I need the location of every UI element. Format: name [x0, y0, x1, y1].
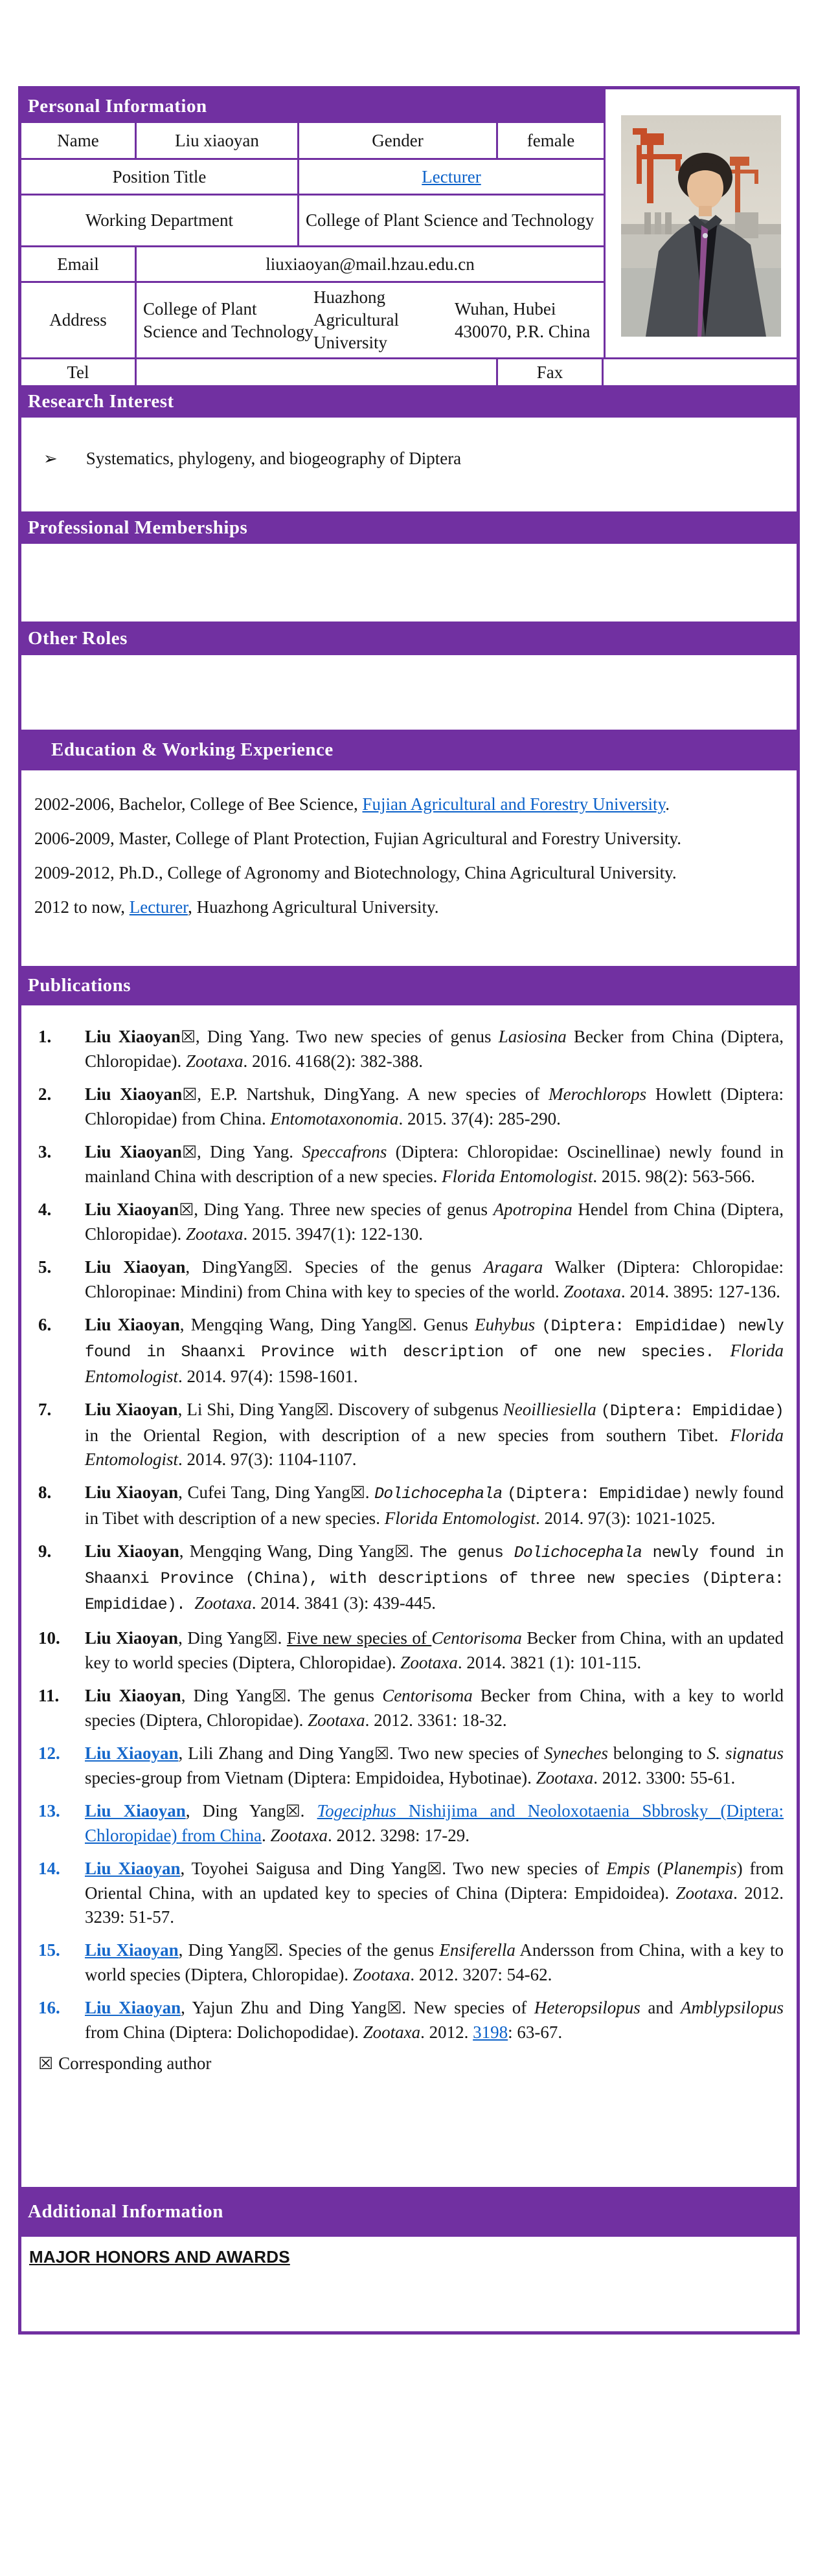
publication-number: 8.: [38, 1483, 52, 1502]
corresponding-author-icon: ☒: [313, 1400, 329, 1420]
profile-photo: [621, 115, 781, 337]
link[interactable]: Liu Xiaoyan: [85, 1801, 186, 1820]
section-header-professional-memberships: [21, 511, 797, 544]
link[interactable]: Liu Xiaoyan: [85, 1859, 181, 1878]
link[interactable]: Liu Xiaoyan: [85, 1940, 179, 1960]
link[interactable]: Liu Xiaoyan: [85, 1998, 181, 2017]
professional-memberships-box: [21, 544, 797, 622]
section-title: Research Interest: [28, 390, 174, 412]
publication-number: 3.: [38, 1142, 52, 1161]
section-title: Publications: [28, 975, 131, 996]
publication-number: 2.: [38, 1084, 52, 1104]
publication-text: Liu Xiaoyan☒, Ding Yang. Two new species of genus Lasiosina Becker from China (Diptera, Chloropidae). Zootaxa. 2016. 4168(2): 382-388.: [85, 1027, 784, 1071]
education-line: 2009-2012, Ph.D., College of Agronomy and Biotechnology, China Agricultural University.: [34, 863, 677, 882]
link[interactable]: 3198: [473, 2022, 508, 2042]
position-title-value: [299, 160, 604, 196]
section-header-other-roles: [21, 622, 797, 655]
tel-value: [137, 359, 498, 385]
education-line: 2006-2009, Master, College of Plant Protection, Fujian Agricultural and Forestry University.: [34, 829, 682, 848]
publication-text: Liu Xiaoyan, Toyohei Saigusa and Ding Yang☒. Two new species of Empis (Planempis) from Oriental China, with an updated key to species of China (Diptera: Empidoidea). Zootaxa. 2012. 3239: 51-57.: [85, 1859, 784, 1927]
corresponding-author-icon: ☒: [374, 1744, 389, 1764]
publication-text: Liu Xiaoyan, Lili Zhang and Ding Yang☒. Two new species of Syneches belonging to S. signatus species-group from Vietnam (Diptera: Empidoidea, Hybotinae). Zootaxa. 2012. 3300: 55-61.: [85, 1743, 784, 1787]
publication-item: [21, 1082, 797, 1131]
working-department-label: Working Department: [21, 196, 299, 247]
section-title: Education & Working Experience: [51, 739, 334, 760]
section-title: Other Roles: [28, 627, 128, 649]
publication-number: 1.: [38, 1027, 52, 1046]
working-department-value: College of Plant Science and Technology: [299, 196, 604, 247]
section-header-additional-information: [21, 2187, 797, 2237]
corresponding-author-icon: ☒: [182, 1085, 198, 1104]
section-header-publications: [21, 966, 797, 1005]
corresponding-author-icon: ☒: [180, 1027, 196, 1047]
corresponding-author-icon: ☒: [273, 1258, 288, 1277]
publication-text: Liu Xiaoyan, Mengqing Wang, Ding Yang☒. Genus Euhybus (Diptera: Empididae) newly found in Shaanxi Province with description of one new species. Florida Entomologist. 2014. 97(4): 1598-1601.: [85, 1315, 784, 1386]
gender-value: female: [498, 123, 604, 160]
address-label: Address: [21, 283, 137, 359]
publication-item: [21, 1255, 797, 1304]
corresponding-author-icon: ☒: [264, 1941, 279, 1960]
corresponding-author-icon: ☒: [285, 1802, 300, 1821]
publication-number: 5.: [38, 1257, 52, 1277]
gender-label: Gender: [299, 123, 498, 160]
section-title: Personal Information: [28, 95, 207, 117]
publication-number: 16.: [38, 1998, 60, 2017]
profile-table: [18, 86, 800, 2335]
publication-number: 14.: [38, 1859, 60, 1878]
publication-number: 13.: [38, 1801, 60, 1820]
publication-item: [21, 1313, 797, 1389]
publication-number: 9.: [38, 1541, 52, 1561]
publication-text: Liu Xiaoyan, Ding Yang☒. Species of the genus Ensiferella Andersson from China, with a key to world species (Diptera, Chloropidae). Zootaxa. 2012. 3207: 54-62.: [85, 1940, 784, 1984]
address-value: [137, 283, 604, 359]
section-header-education-working-experience: [21, 730, 797, 770]
link[interactable]: Nishijima and Neoloxotaenia Sbbrosky (Diptera: Chloropidae) from China: [85, 1801, 784, 1845]
publication-item: [21, 1025, 797, 1073]
publication-text: Liu Xiaoyan, DingYang☒. Species of the genus Aragara Walker (Diptera: Chloropidae: Chloropinae: Mindini) from China with key to species of the world. Zootaxa. 2014. 3895: 127-136.: [85, 1257, 784, 1301]
publication-text: Liu Xiaoyan, Ding Yang☒. Five new species of Centorisoma Becker from China, with an updated key to world species (Diptera, Chloropidae). Zootaxa. 2014. 3821 (1): 101-115.: [85, 1628, 784, 1672]
tel-fax-row: [21, 359, 797, 385]
publication-text: Liu Xiaoyan☒, Ding Yang. Three new species of genus Apotropina Hendel from China (Diptera, Chloropidae). Zootaxa. 2015. 3947(1): 122-130.: [85, 1200, 784, 1244]
section-header-personal-information: [21, 89, 604, 123]
publication-item: [21, 1684, 797, 1732]
address-line: Huazhong Agricultural University: [313, 287, 400, 352]
corresponding-author-icon: ☒: [38, 2054, 59, 2074]
link[interactable]: Fujian Agricultural and Forestry University: [362, 794, 666, 814]
position-title-link[interactable]: Lecturer: [422, 166, 481, 186]
publication-text: Liu Xiaoyan☒, E.P. Nartshuk, DingYang. A new species of Merochlorops Howlett (Diptera: Chloropidae) from China. Entomotaxonomia. 2015. 37(4): 285-290.: [85, 1084, 784, 1128]
corresponding-author-icon: ☒: [350, 1483, 365, 1503]
education-line: 2012 to now, Lecturer, Huazhong Agricultural University.: [34, 897, 439, 917]
position-title-label: Position Title: [21, 160, 299, 196]
personal-information-section: [21, 89, 797, 359]
publication-item: [21, 1140, 797, 1189]
tel-label: Tel: [21, 359, 137, 385]
publications-box: [21, 1005, 797, 2187]
publications-list: [21, 1025, 797, 2044]
publication-item: [21, 1481, 797, 1530]
publication-number: 12.: [38, 1743, 60, 1763]
fax-label: Fax: [498, 359, 604, 385]
publication-number: 4.: [38, 1200, 52, 1219]
publication-number: 6.: [38, 1315, 52, 1334]
section-title: Additional Information: [28, 2201, 223, 2222]
publication-item: [21, 1857, 797, 1929]
portrait-photo-art: [621, 115, 781, 337]
name-value: Liu xiaoyan: [137, 123, 299, 160]
publication-item: [21, 1799, 797, 1848]
email-value: liuxiaoyan@mail.hzau.edu.cn: [137, 247, 604, 283]
publication-item: [21, 1198, 797, 1246]
publication-text: Liu Xiaoyan, Ding Yang☒. The genus Centorisoma Becker from China, with a key to world species (Diptera, Chloropidae). Zootaxa. 2012. 3361: 18-32.: [85, 1686, 784, 1730]
publication-text: Liu Xiaoyan☒, Ding Yang. Speccafrons (Diptera: Chloropidae: Oscinellinae) newly found in mainland China with description of a new species. Florida Entomologist. 2015. 98(2): 563-566.: [85, 1142, 784, 1186]
corresponding-author-icon: ☒: [179, 1200, 194, 1220]
link[interactable]: Togeciphus: [317, 1801, 396, 1820]
corresponding-author-icon: ☒: [271, 1686, 287, 1706]
fax-value: [604, 359, 797, 385]
publication-number: 7.: [38, 1400, 52, 1419]
publication-item: [21, 1540, 797, 1617]
link[interactable]: Liu Xiaoyan: [85, 1743, 179, 1763]
publication-text: Liu Xiaoyan, Li Shi, Ding Yang☒. Discovery of subgenus Neoilliesiella (Diptera: Empididae) in the Oriental Region, with description of a new species from southern Tibet. Florida Entomologist. 2014. 97(3): 1104-1107.: [85, 1400, 784, 1469]
publication-item: [21, 1996, 797, 2044]
corresponding-author-icon: ☒: [394, 1542, 409, 1562]
additional-information-box: [21, 2237, 797, 2331]
publication-text: Liu Xiaoyan, Cufei Tang, Ding Yang☒. Dolichocephala (Diptera: Empididae) newly found in Tibet with description of a new species. Florida Entomologist. 2014. 97(3): 1021-1025.: [85, 1483, 784, 1528]
photo-cell: [604, 89, 797, 359]
publication-item: [21, 1626, 797, 1675]
link[interactable]: Lecturer: [129, 897, 188, 917]
publication-number: 15.: [38, 1940, 60, 1960]
other-roles-box: [21, 655, 797, 730]
corresponding-author-note: ☒ Corresponding author: [38, 2054, 212, 2074]
corresponding-author-icon: ☒: [387, 1999, 402, 2018]
publication-item: [21, 1742, 797, 1790]
publication-number: 11.: [38, 1686, 60, 1705]
education-line: 2002-2006, Bachelor, College of Bee Science, Fujian Agricultural and Forestry University.: [34, 794, 670, 814]
section-title: Professional Memberships: [28, 517, 248, 538]
publication-item: [21, 1398, 797, 1472]
research-interest-text: Systematics, phylogeny, and biogeography of Diptera: [85, 449, 462, 468]
email-label: Email: [21, 247, 137, 283]
corresponding-author-icon: ☒: [262, 1629, 278, 1648]
address-line: Wuhan, Hubei 430070, P.R. China: [455, 298, 591, 341]
address-line: College of Plant Science and Technology: [143, 298, 314, 341]
research-interest-box: [21, 418, 797, 511]
publication-item: [21, 1938, 797, 1987]
personal-info-grid: [21, 123, 604, 359]
publication-number: 10.: [38, 1628, 60, 1648]
major-honors-heading: MAJOR HONORS AND AWARDS: [29, 2247, 290, 2267]
corresponding-author-icon: ☒: [427, 1859, 442, 1879]
education-box: [21, 770, 797, 966]
arrow-bullet-icon: ➢: [43, 449, 58, 468]
publication-text: Liu Xiaoyan, Mengqing Wang, Ding Yang☒. The genus Dolichocephala newly found in Shaanxi Province (China), with descriptions of three new species (Diptera: Empididae). Zootaxa. 2014. 3841 (3): 439-445.: [85, 1541, 784, 1614]
name-label: Name: [21, 123, 137, 160]
corresponding-author-icon: ☒: [181, 1143, 197, 1162]
corresponding-author-icon: ☒: [397, 1316, 413, 1335]
publication-text: Liu Xiaoyan, Ding Yang☒. Togeciphus Nishijima and Neoloxotaenia Sbbrosky (Diptera: Chloropidae) from China. Zootaxa. 2012. 3298: 17-29.: [85, 1801, 784, 1845]
section-header-research-interest: [21, 385, 797, 418]
publication-text: Liu Xiaoyan, Yajun Zhu and Ding Yang☒. New species of Heteropsilopus and Amblypsilopus from China (Diptera: Dolichopodidae). Zootaxa. 2012. 3198: 63-67.: [85, 1998, 784, 2042]
